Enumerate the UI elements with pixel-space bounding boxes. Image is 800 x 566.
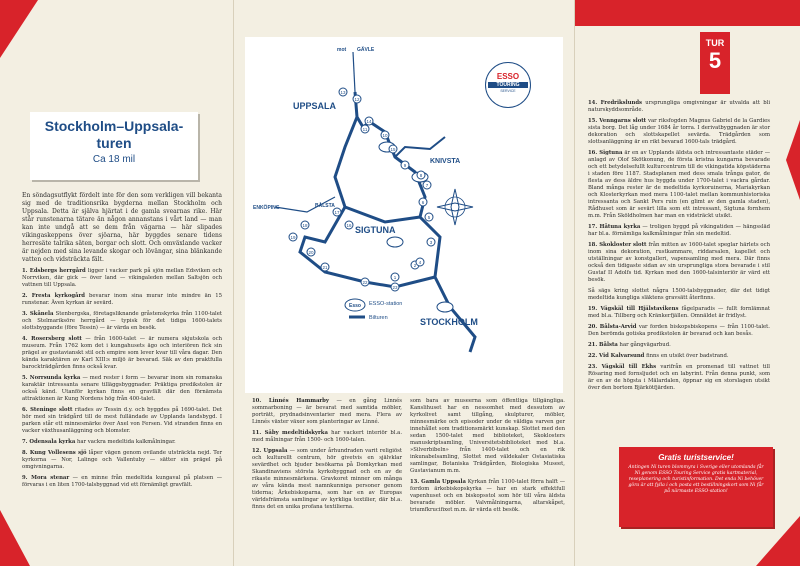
item-text: — från 1600-talet — är numera skjutskola och museum. Från 1762 kom det i kungahusets ägo och interiören fick sin prägel av gustavianskt stil och empire som lever kvar till våra dagar. Den kända karaktären av Karl XIII:s miljö är bevarad. Säk av den praktfulla barockträdgården finns också kvar. (22, 336, 222, 370)
list-item (252, 430, 402, 444)
red-corner-right (786, 120, 800, 200)
item-text: ligger i vacker park på sjön mellan Edsviken och Norrviken, där gick — över land — vikingaleden mellan Saltsjön och vattnen till Uppsala. (22, 268, 222, 288)
route-marker-number: 15 (390, 146, 396, 152)
route-marker-number: 22 (362, 279, 368, 285)
list-item (588, 242, 770, 284)
fold-line-left (233, 0, 234, 566)
item-text: låper vägen genom ovilande utsträckta nejd. Ter kyrkorna — Nor, Lalinge och Vallentuby — sätter sin prägel på omgivningarna. (22, 450, 222, 470)
list-item (22, 293, 222, 307)
red-corner-top-left (0, 0, 38, 58)
item-heading: 7. Odensala kyrka (22, 439, 76, 445)
list-item (410, 479, 565, 514)
item-text: var riksfogden Magnus Gabriel de la Gardies sista borg. Det låg under 1684 år torra. I derivatbyggnaden är stor dekoration och slottskapellet sevärda. Trädgården som slottsanläggning är en rikt bevarad 1600-tals trädgård. (588, 118, 770, 145)
list-item (22, 268, 222, 289)
item-heading: 10. Linnés Hammarby (252, 398, 329, 404)
item-text: Kyrkan från 1100-talet förra halft — fordom ärkebiskopskyrka — har en stark effektfull vapenhuset och en biskopsstol som hör till våra äldsta bevarade möbler. Valvmålningarna, altarskåpet, triumfkrucifixet m.m. är värda ett besök. (410, 479, 566, 513)
item-text: ritades av Tessin d.y. och byggdes på 1690-talet. Det hör med sin trädgård till de mest fulländade av Upplands landsbygd. I parken står ett minnesmärke över Axel von Fersen. Vid stranden finns en vacker växthusanläggning och blomster. (22, 407, 222, 434)
route-marker-number: 16 (346, 222, 352, 228)
list-item (22, 375, 222, 403)
item-text: fågelparadis — fullt fornlämnat med bl.a. Tillberg och Kränkerfjällen. Omnäldet är fridlyst. (588, 306, 770, 319)
compass-rose (437, 189, 473, 225)
town-label: BÅLSTA (315, 203, 335, 209)
list-item (22, 407, 222, 435)
tour-label: TUR (705, 38, 725, 48)
list-item (22, 439, 222, 446)
list-item (588, 118, 770, 146)
road-line (353, 52, 355, 92)
town-label: STOCKHOLM (420, 317, 478, 327)
route-marker-number: 9 (403, 162, 407, 168)
item-text: ursprungliga omgivningar är utvalda att bli naturskyddsområde. (588, 100, 771, 113)
item-text: varifrån en promenad till vattnet till Rösaring med fornsljudet och en labyrint. Från denna punkt, som är en av de högsta i Mälardalen, öppnar sig en storslagen utsikt över den bortom Bjärkötfjärden. (588, 364, 770, 391)
left-items (22, 268, 222, 489)
promo-body: Antingen Ni turen blommyra i Sverige eller utomlands får Ni genom ESSO Touring Service gratis kartmaterial, reseplanering och turistinformation. Det enda Ni behöver göra är att fylla i och posta ett bestillningskort som Ni får på närmaste ESSO-station! (628, 465, 764, 494)
item-heading: 5. Norrsunda kyrka (22, 375, 81, 381)
item-text: Så sägs kring slottet några 1500-talsbyggnader, där det tidigt medeltida kungliga släktens gravsätt återfinns. (588, 288, 770, 301)
item-heading: 8. Kung Vollesens sjö (22, 450, 87, 456)
town-label: UPPSALA (293, 101, 337, 111)
item-text: — en minne från medeltida kungaval på platsen — förvaras i en liten 1700-talsbyggnad vid ett förnämligt gravfält. (22, 475, 222, 488)
route-marker-number: 21 (322, 264, 328, 270)
list-item (22, 475, 222, 489)
route-line (355, 92, 475, 352)
tour-number: 5 (708, 48, 722, 73)
badge-mid: TOURING (488, 82, 528, 88)
legend-esso-symbol-text: Esso (349, 303, 361, 309)
badge-top: ESSO (496, 72, 520, 81)
route-marker-number: 19 (290, 234, 296, 240)
item-heading: 16. Sigtuna (588, 150, 623, 156)
mid-column-1 (252, 398, 402, 515)
item-heading: 2. Fresta kyrkogård (22, 293, 85, 299)
item-text: — en gång Linnés sommarboning — är bevarat med samtida möbler, porträtt, prydnadsinventarier med mera. Flera av Linnés växter växer som planteringar av Linné. (252, 398, 402, 425)
list-item (588, 288, 770, 302)
list-item (252, 398, 402, 426)
item-text: från mitten av 1600-talet speglar härlets och inom sina dekoration, rustkammare, riddarsalen, kapellet och utställningar av konstgalleri, vapensamling med mera. Där finns också den tidigaste sidan av sin ursprungliga stora bevarade i stil Gustaf II Adolfs tid. Kyrkan med den 1600-talsinteriör är värd ett besök. (588, 242, 770, 283)
town-label: KNIVSTA (430, 158, 461, 165)
item-heading: 3. Skånela (22, 311, 54, 317)
item-heading: 18. Skokloster slott (588, 242, 647, 248)
route-marker-number: 11 (362, 126, 368, 132)
esso-station-marker (437, 302, 453, 312)
tour-badge (700, 32, 730, 94)
esso-station-marker (387, 237, 403, 247)
item-heading: 12. Uppsala (252, 448, 288, 454)
item-heading: 17. Håtuna kyrka (588, 224, 641, 230)
route-marker-number: 3 (429, 239, 433, 245)
badge-bottom: SERVICE (500, 89, 516, 93)
item-text: har vackert interiör bl.a. med målningar från 1500- och 1600-talen. (252, 430, 403, 443)
list-item (588, 324, 770, 338)
town-label: SIGTUNA (355, 225, 396, 235)
item-text: är en av Upplands äldsta och intressantaste städer — anlagd av Olof Skötkonung, de första kristna kungarna bevarade och ett betydelsefullt kulturcentrum till de vikingatida köpstäderna i staden före 1187. Stadsplanen med dess smala trånga gator, de flesta av dess äldre hus byggda under 1700-talet i vackra gårdar. Bland många rester är de medeltida kyrkoruinerna, Mariakyrkan och Klosterkyrkan med mera 1100-talet mellan kommunhistoriska intressanta och Sankt Pers ruin (en glimt av den gamla staden), Rådhuset som är sevärt lilla som ett intressant, Sigtuna fornhem m.m. Från Sköldholmen har man en vidsträckt utsikt. (588, 150, 771, 219)
route-marker-number: 20 (308, 249, 314, 255)
item-heading: 19. Vägskäl till Hjälstavikens (588, 306, 679, 312)
distance-label: Ca 18 mil (92, 154, 136, 165)
promo-heading: Gratis turistservice! (658, 453, 734, 462)
item-heading: 20. Bålsta-Arvid (588, 324, 637, 330)
town-label: GÄVLE (357, 47, 375, 53)
list-item (252, 448, 402, 511)
item-text: har vackra medeltida kalkmålningar. (76, 439, 176, 445)
red-corner-bottom-left (0, 510, 30, 566)
route-marker-number: 13 (340, 89, 346, 95)
title-card (30, 112, 198, 180)
right-column (588, 100, 770, 396)
intro-text: En söndagsutflykt fördelt inte för den som verkligen vill bekanta sig med de traditionsrika bygderna mellan Stockholm och Uppsala. Detta är själva hjärtat i de gamla svearnas rike. Här står runstenarna tätare än någon annanstans i vårt land — man kan inte undgå att se dem från vägarna — här slipades vikingaskeppens över sjöarna, här byggdes senare tidens herresäte talrika säten, borgar och slott. Och omväxlande vacker är nejden med sina levande skogar och lövängar, sina blänkande vatten och vidsträckta fält. (22, 192, 222, 263)
item-heading: 1. Edsbergs herrgård (22, 268, 86, 274)
town-label: ENKÖPING (253, 205, 280, 211)
list-item (588, 306, 770, 320)
list-item (588, 353, 770, 360)
legend-sub: Bilturen (369, 315, 388, 321)
route-line (335, 117, 420, 222)
route-marker-number: 12 (354, 96, 360, 102)
route-marker-number: 10 (382, 132, 388, 138)
item-heading: 9. Mora stenar (22, 475, 70, 481)
list-item (410, 398, 565, 475)
item-heading: 11. Säby medeltidskyrka (252, 430, 328, 436)
item-heading: 23. Vägskäl till Ekhs (588, 364, 657, 370)
item-heading: 4. Rosersberg slott (22, 336, 82, 342)
item-text: — troligen byggd på vikingatiden — hängssläd har bl.a. förnämliga kalkmålningar från sin medeltid. (588, 224, 770, 237)
item-text: bevarar inom sina murar inte mindre än 15 runstenar. Även kyrkan är sevärd. (22, 293, 222, 306)
list-item (22, 450, 222, 471)
route-marker-number: 6 (421, 199, 425, 205)
fold-line-right (574, 0, 575, 566)
route-marker-number: 14 (366, 118, 372, 124)
list-item (22, 336, 222, 371)
item-text: som bara av museerna som öffentliga tillgängliga. Kanslihuset har en nessomhet med dessutom av kyrkolivet samt tillgång, skulpturer, möbler, minnesmärke och episoder under de väldiga varven ger innehållet som traditionsmärkt kunskap. Slottet med den sedan 1500-talet med biblioteket, Skoklosters manuskriptsamling, Universitetsbiblioteket med bl.a. »Silverbibeln» från 1400-talet och en rik inkunabelsamling, Slottet med väldekaler Ostasiatiska samlingar, Botaniska Trädgården, Biologiska Museet, Gustavianum m.m. (410, 398, 565, 474)
item-text: var forden biskopsbiskopens — från 1100-talet. Den berömda gotiska predikstolen är bevarad och kan besås. (588, 324, 770, 337)
item-text: — som under århundraden varit religiöst och kulturellt centrum, hör givetvis en självklar sevärdhet och bjuder besökarna på Domkyrkan med Skandinaviens största kyrkobyggnad och en av de rikaste minnesmärkena. Gravkoret minner om många av våra kända mest namnkunniga personer genom tiderna; Ärkebiskoparna, som har en av Europas världsfrämsta samlingar av kyrkliga textilier, där bl.a. finns det en unika profana textilierna. (252, 448, 402, 510)
route-marker-number: 18 (302, 222, 308, 228)
esso-touring-badge (485, 62, 531, 108)
route-marker-number: 5 (427, 214, 431, 220)
item-text: — med rester i form — bevarar inom sin romanska karaktär intressanta senare tilläggsbyggnader. Präktiga predikstolen är också känd. Utanför kyrkan finns en gravfält där den förnämsta attraktionen är Kung Nordens hög från 400-talet. (22, 375, 223, 402)
route-marker-number: 8 (419, 172, 423, 178)
list-item (22, 311, 222, 332)
left-column (22, 192, 222, 493)
title-line-2: turen (96, 135, 132, 151)
route-marker-number: 2 (413, 262, 417, 268)
item-heading: 15. Venngarns slott (588, 118, 647, 124)
item-heading: 22. Vid Kalvarsund (588, 353, 645, 359)
promo-box (619, 447, 773, 527)
item-heading: 13. Gamla Uppsala (410, 479, 466, 485)
item-heading: 14. Fredrikslunds (588, 100, 643, 106)
route-marker-number: 7 (425, 182, 429, 188)
list-item (588, 224, 770, 238)
list-item (588, 100, 770, 114)
red-band-top (575, 0, 800, 26)
legend-label: ESSO-station (369, 301, 403, 307)
item-text: Stenbergska, företagsliknande gråstenskyrka från 1100-talet och Stelmariksöre herrgård — typisk för det tidiga 1600-talets slottsbyggande (före Tessin) — är värda en besök. (22, 311, 222, 331)
item-text: har gångvägarbud. (619, 342, 671, 348)
route-marker-number: 4 (418, 259, 422, 265)
item-text: finns en utsikt över badstrand. (646, 353, 729, 359)
route-line (395, 137, 445, 157)
route-marker-number: 1 (393, 274, 397, 280)
list-item (588, 364, 770, 392)
mid-column-2 (410, 398, 565, 518)
route-marker-number: 23 (392, 284, 398, 290)
list-item (588, 342, 770, 349)
item-heading: 6. Steninge slott (22, 407, 73, 413)
road-label: mot (337, 47, 347, 53)
route-marker-number: 17 (334, 209, 340, 215)
item-heading: 21. Bålsta (588, 342, 618, 348)
list-item (588, 150, 770, 220)
title-line-1: Stockholm–Uppsala- (44, 118, 184, 134)
